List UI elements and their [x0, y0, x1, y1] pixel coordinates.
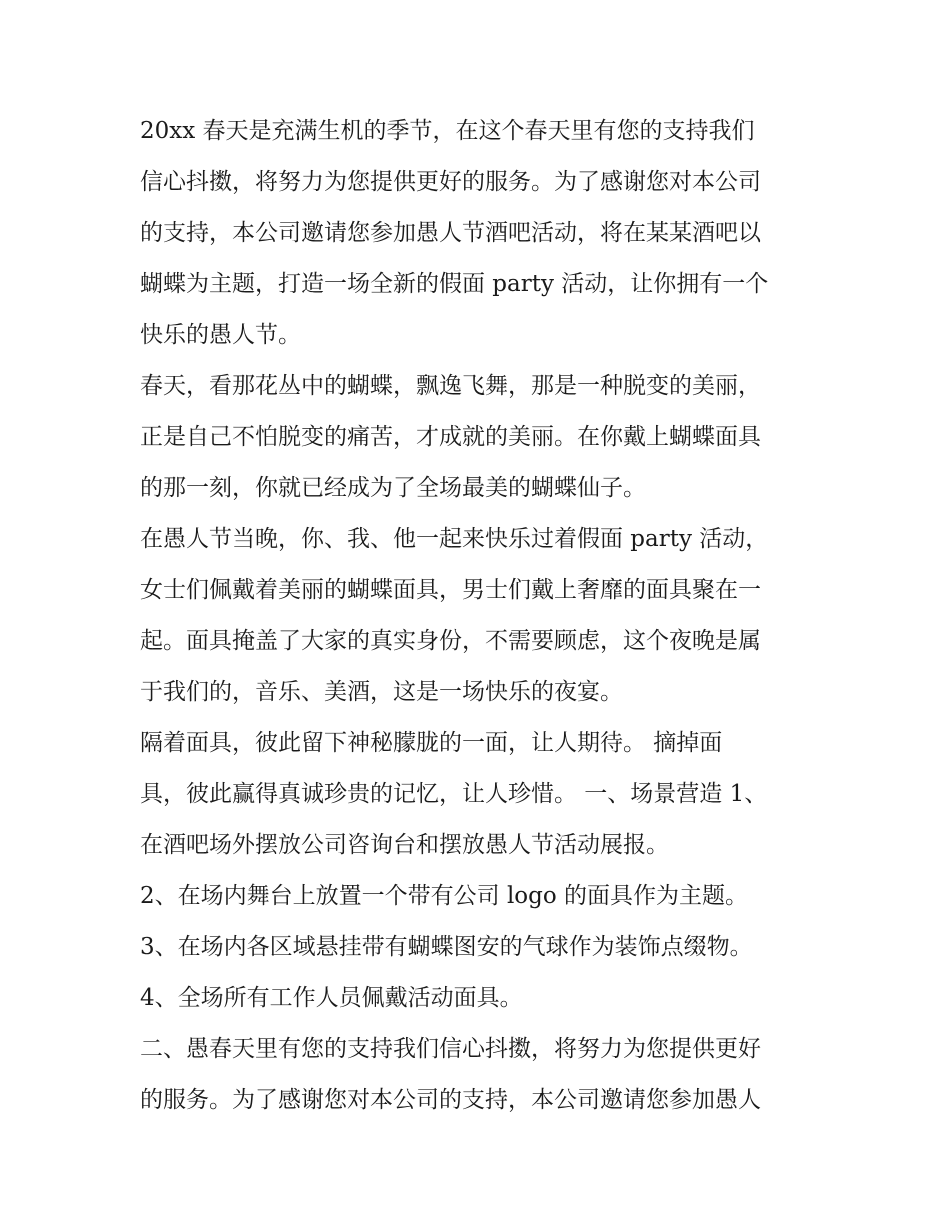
text-line: 隔着面具，彼此留下神秘朦胧的一面，让人期待。 摘掉面 — [140, 730, 723, 756]
text-line: 春天，看那花丛中的蝴蝶，飘逸飞舞，那是一种脱变的美丽， — [140, 373, 761, 399]
text-line: 快乐的愚人节。 — [140, 322, 301, 348]
text-line: 的服务。为了感谢您对本公司的支持，本公司邀请您参加愚人 — [140, 1087, 761, 1113]
text-line: 2、在场内舞台上放置一个带有公司 logo 的面具作为主题。 — [140, 883, 749, 909]
text-line: 二、愚春天里有您的支持我们信心抖擞，将努力为您提供更好 — [140, 1036, 761, 1062]
text-line: 3、在场内各区域悬挂带有蝴蝶图安的气球作为装饰点缀物。 — [140, 934, 753, 960]
document-body — [140, 106, 820, 1126]
text-line: 信心抖擞，将努力为您提供更好的服务。为了感谢您对本公司 — [140, 169, 761, 195]
text-line: 在酒吧场外摆放公司咨询台和摆放愚人节活动展报。 — [140, 832, 669, 858]
text-line: 的支持，本公司邀请您参加愚人节酒吧活动，将在某某酒吧以 — [140, 220, 761, 246]
text-line: 女士们佩戴着美丽的蝴蝶面具，男士们戴上奢靡的面具聚在一 — [140, 577, 761, 603]
text-line: 蝴蝶为主题，打造一场全新的假面 party 活动，让你拥有一个 — [140, 271, 769, 297]
text-line: 在愚人节当晚，你、我、他一起来快乐过着假面 party 活动， — [140, 526, 769, 552]
text-line: 20xx 春天是充满生机的季节，在这个春天里有您的支持我们 — [140, 118, 755, 144]
text-line: 的那一刻，你就已经成为了全场最美的蝴蝶仙子。 — [140, 475, 646, 501]
text-line: 4、全场所有工作人员佩戴活动面具。 — [140, 985, 523, 1011]
text-line: 正是自己不怕脱变的痛苦，才成就的美丽。在你戴上蝴蝶面具 — [140, 424, 761, 450]
text-line: 起。面具掩盖了大家的真实身份，不需要顾虑，这个夜晚是属 — [140, 628, 761, 654]
text-line: 于我们的，音乐、美酒，这是一场快乐的夜宴。 — [140, 679, 623, 705]
text-line: 具，彼此赢得真诚珍贵的记忆，让人珍惜。 一、场景营造 1、 — [140, 781, 768, 807]
